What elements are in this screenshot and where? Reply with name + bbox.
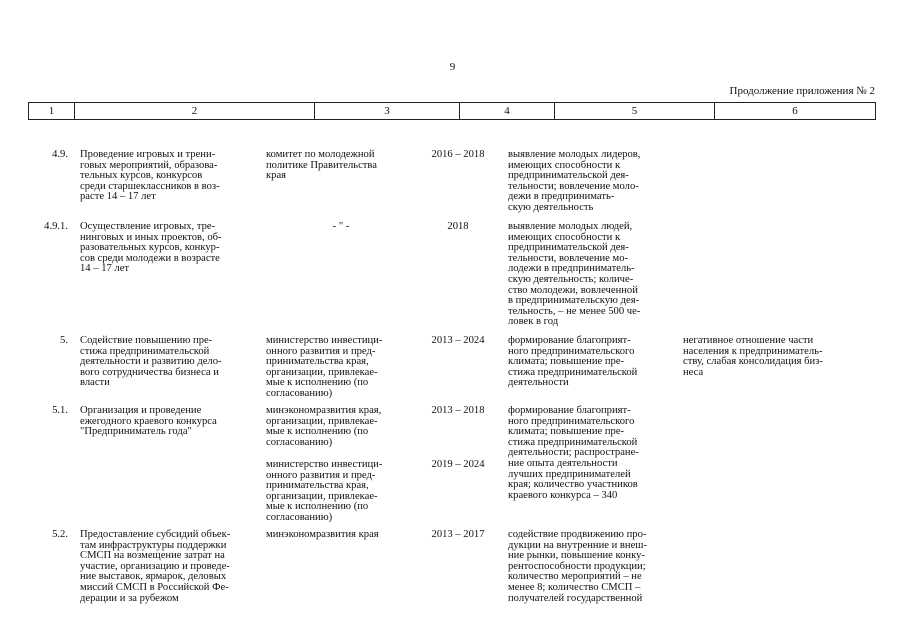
column-header-3: 3 [315,103,460,120]
row-result: содействие продвижению про- дукции на внутренние и внеш- ние рынки, повышение конку- рентоспособности продукции; количество мероприятий – не менее 8; количество СМСП – получателей государственной [508,529,647,604]
row-number: 5. [60,335,68,346]
row-number: 4.9. [52,149,68,160]
row-period: 2018 [447,221,469,232]
row-executor: минэкономразвития края [266,529,379,540]
page-number: 9 [449,61,456,73]
row-period: 2016 – 2018 [431,149,485,160]
row-number: 5.1. [52,405,68,416]
row-executor: - " - [332,221,350,232]
row-action: Организация и проведение ежегодного краевого конкурса "Предприниматель года" [80,405,217,438]
row-result: формирование благоприят- ного предпринимательского климата; повышение пре- стижа предпринимательской деятельности [508,335,638,389]
row-period-second: 2019 – 2024 [431,459,485,470]
row-action: Предоставление субсидий объек- там инфраструктуры поддержки СМСП на возмещение затрат на участие, организацию и проведе- ние выставок, ярмарок, деловых миссий СМСП в Российской Фе- дерации и за рубежом [80,529,231,604]
row-executor: министерство инвестици- онного развития и пред- принимательства края, организации, привлекае- мые к исполнению (по согласованию) [266,335,383,399]
column-header-6: 6 [715,103,876,120]
row-result: формирование благоприят- ного предпринимательского климата; повышение пре- стижа предпринимательской деятельности; распростране- ние опыта деятельности лучших предпринимателей края; количество участников краевого конкурса – 340 [508,405,639,501]
row-result: выявление молодых лидеров, имеющих способности к предпринимательской дея- тельности; вовлечение моло- дежи в предпринимать- скую деятельность [508,149,641,213]
column-header-4: 4 [460,103,555,120]
row-period: 2013 – 2018 [431,405,485,416]
row-action: Проведение игровых и трени- говых мероприятий, образова- тельных курсов, конкурсов среди старшеклассников в воз- расте 14 – 17 лет [80,149,220,203]
continuation-label: Продолжение приложения № 2 [729,85,875,97]
column-header-2: 2 [75,103,315,120]
row-number: 4.9.1. [44,221,68,232]
row-risk: негативное отношение части населения к предприниматель- ству, слабая консолидация биз- неса [683,335,823,378]
column-header-row [29,103,876,120]
row-executor: комитет по молодежной политике Правительства края [266,149,377,182]
row-number: 5.2. [52,529,68,540]
column-header-1: 1 [29,103,75,120]
row-executor-second: министерство инвестици- онного развития и пред- принимательства края, организации, привлекае- мые к исполнению (по согласованию) [266,459,383,523]
column-header-5: 5 [555,103,715,120]
row-period: 2013 – 2017 [431,529,485,540]
row-result: выявление молодых людей, имеющих способности к предпринимательской дея- тельности, вовлечение мо- лодежи в предприниматель- скую деятельность; количе- ство молодежи, вовлеченной в предпринимательскую дея- тельность, – не менее 500 че- ловек в год [508,221,641,328]
row-period: 2013 – 2024 [431,335,485,346]
row-executor: минэкономразвития края, организации, привлекае- мые к исполнению (по согласованию) [266,405,382,448]
column-header-table [28,102,876,120]
row-action: Содействие повышению пре- стижа предпринимательской деятельности и развитию дело- вого сотрудничества бизнеса и власти [80,335,222,389]
row-action: Осуществление игровых, тре- нинговых и иных проектов, об- разовательных курсов, конкур- сов среди молодежи в возрасте 14 – 17 лет [80,221,222,275]
